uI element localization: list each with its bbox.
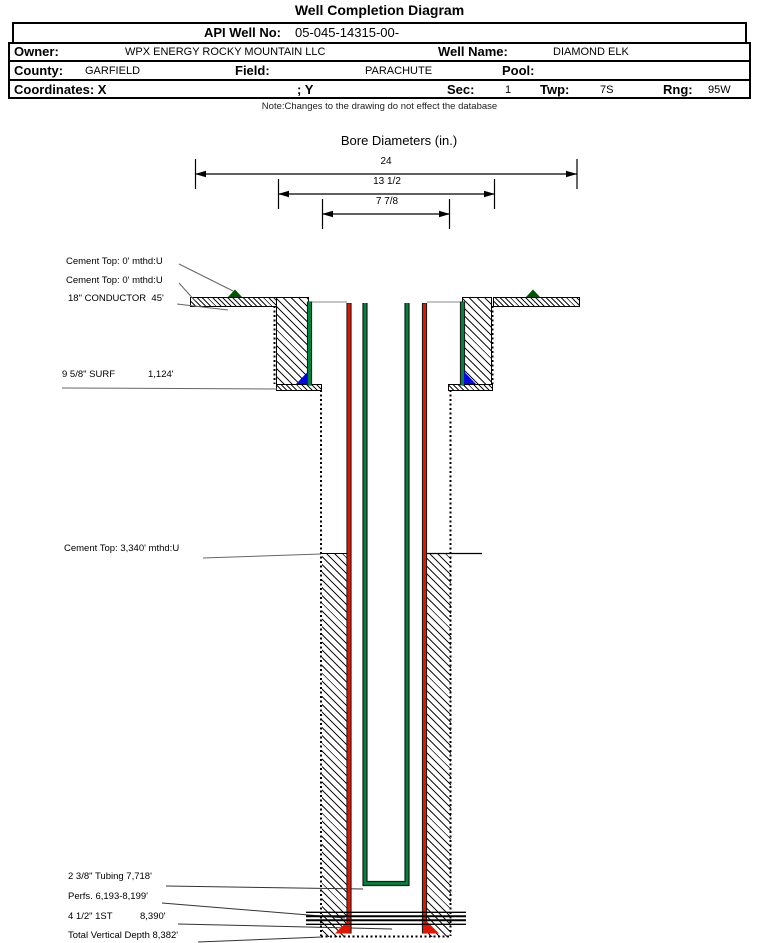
- cement-top-0-label-a: Cement Top: 0' mthd:U: [66, 256, 163, 267]
- table-separator-1: [10, 60, 749, 62]
- dim-24-arrow-right: [566, 171, 577, 178]
- dim-24-arrow-left: [195, 171, 206, 178]
- leader-lines-bottom: [162, 886, 392, 942]
- dim-13half-arrow-right: [484, 191, 495, 198]
- well-name-value: DIAMOND ELK: [553, 46, 629, 58]
- county-label: County:: [14, 63, 64, 78]
- total-vertical-depth-label: Total Vertical Depth 8,382': [68, 930, 179, 941]
- dim-7-78-arrow-right: [439, 211, 450, 218]
- sec-label: Sec:: [447, 82, 475, 97]
- bore-dim-7-78-label: 7 7/8: [375, 196, 399, 207]
- surface-casing-label: 9 5/8" SURF: [62, 369, 116, 380]
- rng-label: Rng:: [663, 82, 693, 97]
- database-note: Note:Changes to the drawing do not effect the database: [261, 101, 498, 112]
- production-cement-right: [425, 553, 451, 937]
- surface-shoe-step-left: [276, 384, 322, 391]
- cement-top-0-label-b: Cement Top: 0' mthd:U: [66, 275, 163, 286]
- dim-13half-arrow-left: [278, 191, 289, 198]
- field-label: Field:: [235, 63, 270, 78]
- owner-value: WPX ENERGY ROCKY MOUNTAIN LLC: [125, 46, 326, 58]
- dim-7-78-arrow-left: [322, 211, 333, 218]
- bore-diameters-title: Bore Diameters (in.): [340, 133, 458, 148]
- pool-label: Pool:: [502, 63, 535, 78]
- twp-label: Twp:: [540, 82, 570, 97]
- conductor-label: 18" CONDUCTOR 45': [68, 293, 164, 304]
- api-value: 05-045-14315-00-: [295, 25, 400, 40]
- production-cement-left: [322, 553, 348, 937]
- conductor-flange-left: [190, 297, 277, 307]
- surface-cement-right: [462, 297, 492, 385]
- first-string-label: 4 1/2" 1ST: [68, 911, 113, 922]
- conductor-flange-right: [493, 297, 580, 307]
- table-separator-2: [10, 79, 749, 81]
- county-value: GARFIELD: [85, 65, 141, 77]
- bore-dim-24-label: 24: [380, 156, 392, 167]
- owner-label: Owner:: [14, 44, 59, 59]
- cement-top-marker-right-icon: [526, 290, 540, 298]
- bore-dim-13half-label: 13 1/2: [373, 176, 401, 187]
- field-value: PARACHUTE: [365, 65, 433, 77]
- page-title: Well Completion Diagram: [294, 2, 465, 18]
- coordinates-label: Coordinates: X: [14, 82, 107, 97]
- surface-shoe-step-right: [448, 384, 493, 391]
- tubing-label: 2 3/8" Tubing 7,718': [68, 871, 152, 882]
- surface-cement-left: [276, 297, 309, 385]
- perforations-label: Perfs. 6,193-8,199': [68, 891, 148, 902]
- cement-top-marker-left-icon: [228, 290, 242, 298]
- cement-top-3340-label: Cement Top: 3,340' mthd:U: [64, 543, 180, 554]
- api-label: API Well No:: [203, 25, 281, 40]
- sec-value: 1: [505, 84, 512, 96]
- coordinates-y-label: ; Y: [297, 82, 314, 97]
- rng-value: 95W: [708, 84, 731, 96]
- twp-value: 7S: [600, 84, 614, 96]
- first-string-depth: 8,390': [140, 911, 166, 922]
- borehole-walls: [275, 306, 493, 937]
- well-name-label: Well Name:: [438, 44, 508, 59]
- surface-casing-depth: 1,124': [148, 369, 174, 380]
- tubing-string: [365, 303, 407, 884]
